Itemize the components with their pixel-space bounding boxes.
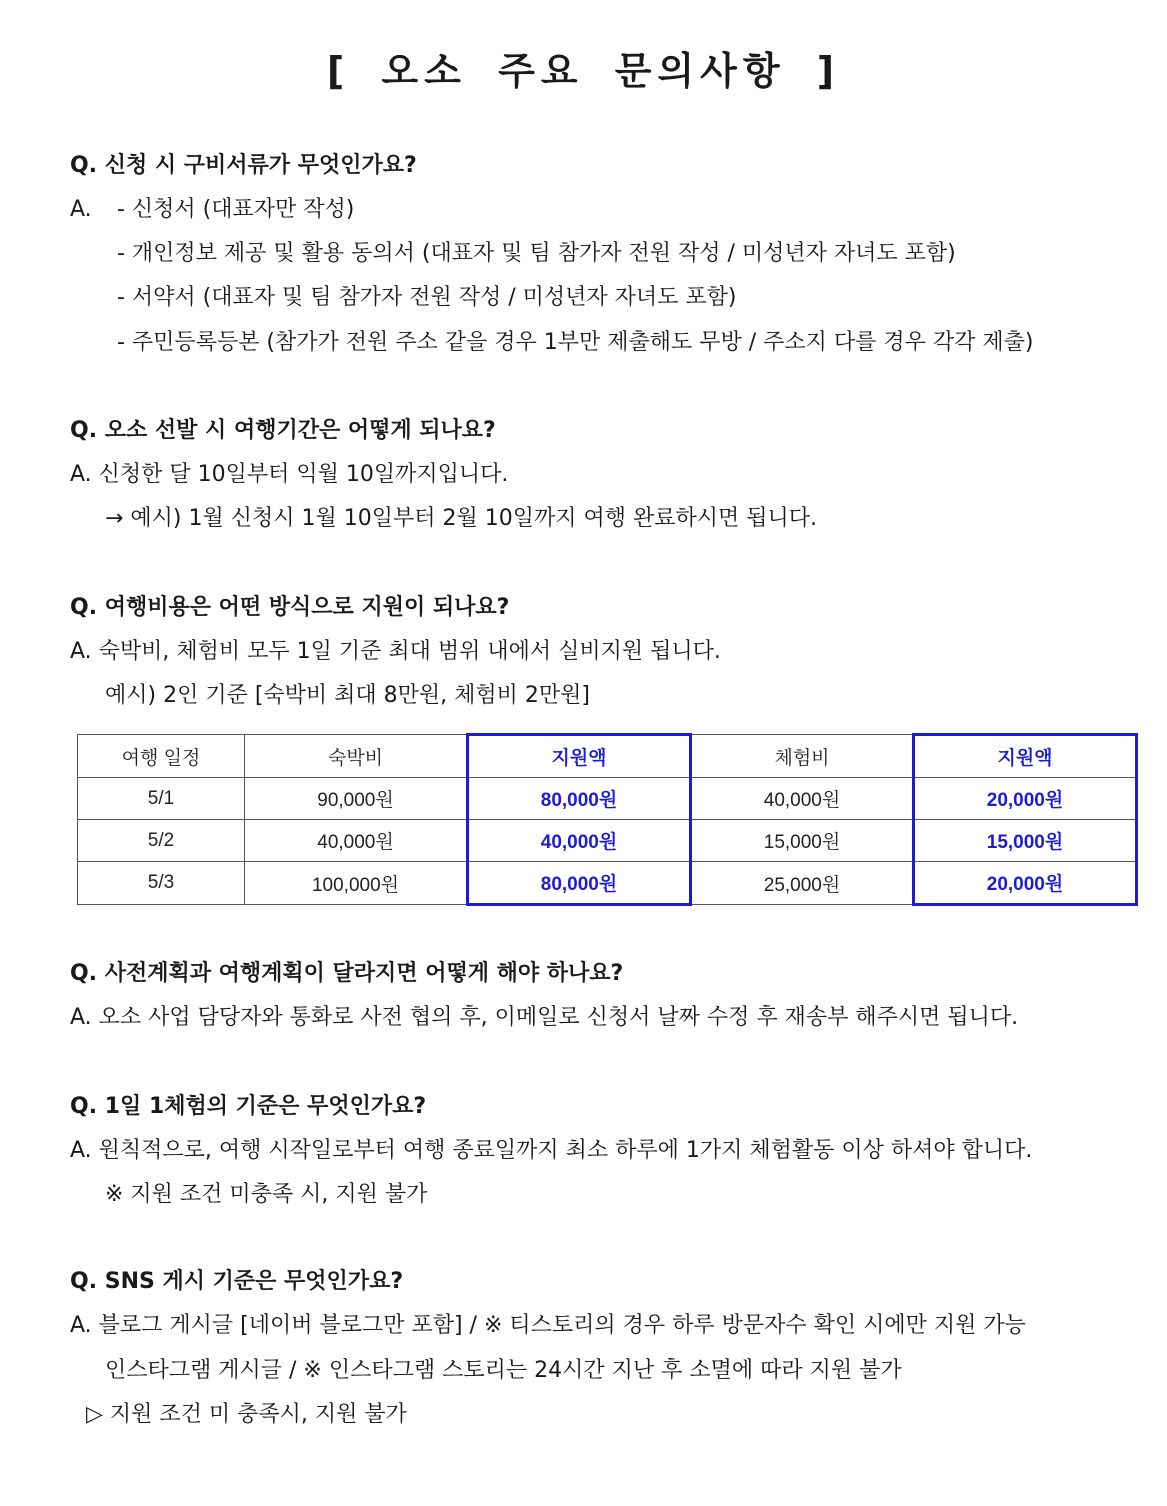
table-cell: 15,000원: [914, 820, 1137, 862]
question-plan-change: Q. 사전계획과 여행계획이 달라지면 어떻게 해야 하나요?: [70, 961, 624, 986]
answer-note: ※ 지원 조건 미충족 시, 지원 불가: [105, 1182, 428, 1207]
table-header-cell: 숙박비: [245, 735, 468, 778]
table-row: [78, 778, 1137, 820]
answer-line: A. 원칙적으로, 여행 시작일로부터 여행 종료일까지 최소 하루에 1가지 체험활동 이상 하셔야 합니다.: [70, 1138, 1033, 1163]
table-cell: 20,000원: [914, 778, 1137, 820]
table-cell: 40,000원: [691, 778, 914, 820]
table-cell: 5/3: [78, 862, 245, 905]
answer-line: A. 블로그 게시글 [네이버 블로그만 포함] / ※ 티스토리의 경우 하루 방문자수 확인 시에만 지원 가능: [70, 1313, 1026, 1338]
answer-example: 예시) 2인 기준 [숙박비 최대 8만원, 체험비 2만원]: [105, 683, 590, 708]
answer-prefix: A.: [70, 197, 92, 222]
answer-line: - 주민등록등본 (참가가 전원 주소 같을 경우 1부만 제출해도 무방 / 주소지 다를 경우 각각 제출): [117, 330, 1034, 355]
table-cell: 5/1: [78, 778, 245, 820]
table-cell: 80,000원: [468, 778, 691, 820]
table-header-cell: 여행 일정: [78, 735, 245, 778]
table-header-cell: 체험비: [691, 735, 914, 778]
answer-line: - 개인정보 제공 및 활용 동의서 (대표자 및 팀 참가자 전원 작성 / 미성년자 자녀도 포함): [117, 241, 956, 266]
answer-example: → 예시) 1월 신청시 1월 10일부터 2월 10일까지 여행 완료하시면 됩니다.: [105, 506, 817, 531]
table-cell: 90,000원: [245, 778, 468, 820]
question-daily-experience: Q. 1일 1체험의 기준은 무엇인가요?: [70, 1094, 427, 1119]
answer-line: - 신청서 (대표자만 작성): [117, 197, 355, 222]
answer-line: - 서약서 (대표자 및 팀 참가자 전원 작성 / 미성년자 자녀도 포함): [117, 285, 737, 310]
answer-line: 인스타그램 게시글 / ※ 인스타그램 스토리는 24시간 지난 후 소멸에 따라 지원 불가: [105, 1358, 902, 1383]
answer-line: A. 숙박비, 체험비 모두 1일 기준 최대 범위 내에서 실비지원 됩니다.: [70, 639, 721, 664]
table-row: [78, 862, 1137, 905]
table-cell: 80,000원: [468, 862, 691, 905]
answer-line: A. 오소 사업 담당자와 통화로 사전 협의 후, 이메일로 신청서 날짜 수정 후 재송부 해주시면 됩니다.: [70, 1005, 1019, 1030]
table-cell: 20,000원: [914, 862, 1137, 905]
table-cell: 15,000원: [691, 820, 914, 862]
table-header-cell: 지원액: [914, 735, 1137, 778]
table-cell: 100,000원: [245, 862, 468, 905]
question-documents: Q. 신청 시 구비서류가 무엇인가요?: [70, 153, 417, 178]
table-header-cell: 지원액: [468, 735, 691, 778]
question-sns-posting: Q. SNS 게시 기준은 무엇인가요?: [70, 1269, 404, 1294]
question-travel-cost: Q. 여행비용은 어떤 방식으로 지원이 되나요?: [70, 595, 510, 620]
table-cell: 40,000원: [468, 820, 691, 862]
question-travel-period: Q. 오소 선발 시 여행기간은 어떻게 되나요?: [70, 418, 496, 443]
answer-line: A. 신청한 달 10일부터 익월 10일까지입니다.: [70, 462, 509, 487]
table-cell: 40,000원: [245, 820, 468, 862]
answer-note: ▷ 지원 조건 미 충족시, 지원 불가: [86, 1402, 407, 1427]
table-row: [78, 820, 1137, 862]
support-amount-table: [77, 733, 1138, 906]
table-header-row: [78, 735, 1137, 778]
table-cell: 5/2: [78, 820, 245, 862]
page-title: [ 오소 주요 문의사항 ]: [326, 49, 841, 93]
table-cell: 25,000원: [691, 862, 914, 905]
